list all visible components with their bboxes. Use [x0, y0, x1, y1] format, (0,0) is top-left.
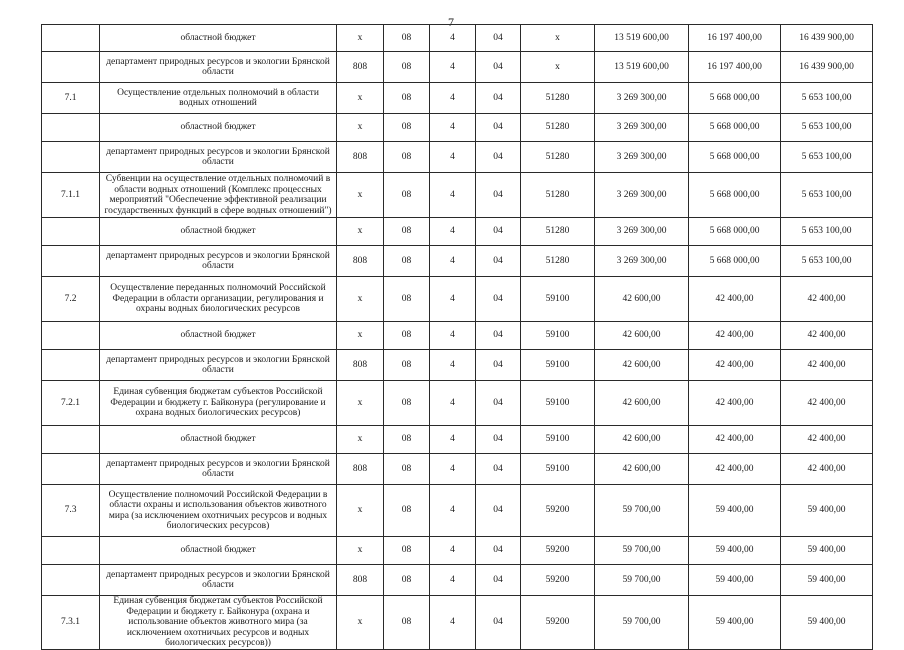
admin-code-cell: 808 — [337, 52, 384, 83]
section-code-cell: 08 — [384, 114, 430, 142]
table-row — [42, 52, 873, 83]
table-row — [42, 596, 873, 650]
admin-code-cell: x — [337, 277, 384, 322]
table-row — [42, 426, 873, 454]
amount-year2-cell: 42 400,00 — [689, 454, 781, 485]
row-name-cell: Единая субвенция бюджетам субъектов Российской Федерации и бюджету г. Байконура (охрана и использование объектов животного мира (за исключением охотничьих ресурсов и водных биологических ресурсов)) — [100, 596, 337, 650]
article-code-cell: x — [521, 52, 595, 83]
admin-code-cell: 808 — [337, 565, 384, 596]
subsection-code-cell: 4 — [430, 381, 476, 426]
row-number-cell — [42, 246, 100, 277]
section-code-cell: 08 — [384, 537, 430, 565]
section-code-cell: 08 — [384, 485, 430, 537]
program-code-cell: 04 — [476, 322, 521, 350]
row-number-cell: 7.3.1 — [42, 596, 100, 650]
table-row — [42, 25, 873, 52]
article-code-cell: 59100 — [521, 322, 595, 350]
admin-code-cell: x — [337, 485, 384, 537]
row-name-cell: департамент природных ресурсов и экологии Брянской области — [100, 246, 337, 277]
program-code-cell: 04 — [476, 565, 521, 596]
amount-year2-cell: 5 668 000,00 — [689, 218, 781, 246]
article-code-cell: 59100 — [521, 350, 595, 381]
section-code-cell: 08 — [384, 596, 430, 650]
amount-year3-cell: 59 400,00 — [781, 565, 873, 596]
table-row — [42, 218, 873, 246]
article-code-cell: 51280 — [521, 114, 595, 142]
row-number-cell — [42, 142, 100, 173]
article-code-cell: 59100 — [521, 426, 595, 454]
amount-year2-cell: 16 197 400,00 — [689, 25, 781, 52]
article-code-cell: 59200 — [521, 596, 595, 650]
amount-year2-cell: 5 668 000,00 — [689, 142, 781, 173]
amount-year3-cell: 42 400,00 — [781, 277, 873, 322]
program-code-cell: 04 — [476, 485, 521, 537]
amount-year3-cell: 42 400,00 — [781, 454, 873, 485]
table-row — [42, 246, 873, 277]
section-code-cell: 08 — [384, 25, 430, 52]
subsection-code-cell: 4 — [430, 83, 476, 114]
amount-year3-cell: 42 400,00 — [781, 426, 873, 454]
article-code-cell: 51280 — [521, 173, 595, 218]
program-code-cell: 04 — [476, 350, 521, 381]
subsection-code-cell: 4 — [430, 426, 476, 454]
amount-year2-cell: 5 668 000,00 — [689, 114, 781, 142]
row-number-cell: 7.1 — [42, 83, 100, 114]
program-code-cell: 04 — [476, 218, 521, 246]
section-code-cell: 08 — [384, 350, 430, 381]
section-code-cell: 08 — [384, 426, 430, 454]
admin-code-cell: x — [337, 218, 384, 246]
row-name-cell: Осуществление переданных полномочий Российской Федерации в области организации, регулирования и охраны водных биологических ресурсов — [100, 277, 337, 322]
table-row — [42, 537, 873, 565]
article-code-cell: 51280 — [521, 218, 595, 246]
amount-year3-cell: 5 653 100,00 — [781, 218, 873, 246]
section-code-cell: 08 — [384, 83, 430, 114]
row-number-cell — [42, 25, 100, 52]
amount-year1-cell: 42 600,00 — [595, 454, 689, 485]
row-number-cell: 7.3 — [42, 485, 100, 537]
admin-code-cell: x — [337, 322, 384, 350]
amount-year2-cell: 59 400,00 — [689, 596, 781, 650]
table-row — [42, 454, 873, 485]
subsection-code-cell: 4 — [430, 485, 476, 537]
subsection-code-cell: 4 — [430, 350, 476, 381]
amount-year2-cell: 42 400,00 — [689, 277, 781, 322]
amount-year3-cell: 42 400,00 — [781, 381, 873, 426]
amount-year2-cell: 5 668 000,00 — [689, 246, 781, 277]
program-code-cell: 04 — [476, 246, 521, 277]
table-row — [42, 322, 873, 350]
admin-code-cell: x — [337, 381, 384, 426]
row-number-cell — [42, 114, 100, 142]
row-number-cell — [42, 218, 100, 246]
admin-code-cell: 808 — [337, 454, 384, 485]
row-name-cell: областной бюджет — [100, 25, 337, 52]
amount-year2-cell: 5 668 000,00 — [689, 173, 781, 218]
section-code-cell: 08 — [384, 322, 430, 350]
amount-year1-cell: 3 269 300,00 — [595, 218, 689, 246]
table-row — [42, 350, 873, 381]
amount-year2-cell: 42 400,00 — [689, 350, 781, 381]
budget-table — [41, 24, 873, 650]
program-code-cell: 04 — [476, 454, 521, 485]
table-row — [42, 485, 873, 537]
row-name-cell: областной бюджет — [100, 426, 337, 454]
amount-year1-cell: 42 600,00 — [595, 381, 689, 426]
admin-code-cell: 808 — [337, 246, 384, 277]
amount-year3-cell: 42 400,00 — [781, 350, 873, 381]
program-code-cell: 04 — [476, 142, 521, 173]
amount-year3-cell: 5 653 100,00 — [781, 142, 873, 173]
admin-code-cell: x — [337, 25, 384, 52]
amount-year2-cell: 59 400,00 — [689, 485, 781, 537]
row-name-cell: Единая субвенция бюджетам субъектов Российской Федерации и бюджету г. Байконура (регулирование и охрана водных биологических ресурсов) — [100, 381, 337, 426]
amount-year1-cell: 13 519 600,00 — [595, 25, 689, 52]
amount-year3-cell: 5 653 100,00 — [781, 246, 873, 277]
subsection-code-cell: 4 — [430, 142, 476, 173]
program-code-cell: 04 — [476, 596, 521, 650]
table-row — [42, 142, 873, 173]
amount-year3-cell: 59 400,00 — [781, 485, 873, 537]
article-code-cell: 59200 — [521, 565, 595, 596]
subsection-code-cell: 4 — [430, 322, 476, 350]
amount-year1-cell: 3 269 300,00 — [595, 246, 689, 277]
amount-year1-cell: 3 269 300,00 — [595, 114, 689, 142]
table-row — [42, 173, 873, 218]
row-name-cell: департамент природных ресурсов и экологии Брянской области — [100, 454, 337, 485]
section-code-cell: 08 — [384, 454, 430, 485]
row-name-cell: Субвенции на осуществление отдельных полномочий в области водных отношений (Комплекс процессных мероприятий "Обеспечение эффективной реализации государственных функций в сфере водных отношений") — [100, 173, 337, 218]
section-code-cell: 08 — [384, 52, 430, 83]
article-code-cell: 59200 — [521, 537, 595, 565]
amount-year3-cell: 5 653 100,00 — [781, 83, 873, 114]
amount-year1-cell: 13 519 600,00 — [595, 52, 689, 83]
section-code-cell: 08 — [384, 246, 430, 277]
program-code-cell: 04 — [476, 83, 521, 114]
table-row — [42, 114, 873, 142]
row-number-cell — [42, 322, 100, 350]
article-code-cell: 59100 — [521, 381, 595, 426]
article-code-cell: 51280 — [521, 142, 595, 173]
row-name-cell: департамент природных ресурсов и экологии Брянской области — [100, 52, 337, 83]
amount-year2-cell: 42 400,00 — [689, 381, 781, 426]
row-name-cell: областной бюджет — [100, 537, 337, 565]
row-number-cell: 7.2.1 — [42, 381, 100, 426]
row-name-cell: Осуществление полномочий Российской Федерации в области охраны и использования объектов животного мира (за исключением охотничьих ресурсов и водных биологических ресурсов) — [100, 485, 337, 537]
amount-year2-cell: 5 668 000,00 — [689, 83, 781, 114]
program-code-cell: 04 — [476, 537, 521, 565]
subsection-code-cell: 4 — [430, 25, 476, 52]
article-code-cell: 59100 — [521, 277, 595, 322]
amount-year1-cell: 59 700,00 — [595, 537, 689, 565]
amount-year2-cell: 59 400,00 — [689, 565, 781, 596]
amount-year2-cell: 42 400,00 — [689, 322, 781, 350]
program-code-cell: 04 — [476, 277, 521, 322]
table-row — [42, 277, 873, 322]
section-code-cell: 08 — [384, 381, 430, 426]
amount-year1-cell: 3 269 300,00 — [595, 173, 689, 218]
section-code-cell: 08 — [384, 142, 430, 173]
amount-year3-cell: 59 400,00 — [781, 537, 873, 565]
amount-year1-cell: 42 600,00 — [595, 350, 689, 381]
amount-year3-cell: 16 439 900,00 — [781, 52, 873, 83]
article-code-cell: x — [521, 25, 595, 52]
subsection-code-cell: 4 — [430, 246, 476, 277]
row-name-cell: Осуществление отдельных полномочий в области водных отношений — [100, 83, 337, 114]
row-number-cell — [42, 426, 100, 454]
amount-year1-cell: 42 600,00 — [595, 426, 689, 454]
amount-year1-cell: 42 600,00 — [595, 277, 689, 322]
subsection-code-cell: 4 — [430, 596, 476, 650]
row-name-cell: департамент природных ресурсов и экологии Брянской области — [100, 350, 337, 381]
subsection-code-cell: 4 — [430, 114, 476, 142]
subsection-code-cell: 4 — [430, 565, 476, 596]
admin-code-cell: x — [337, 537, 384, 565]
row-name-cell: департамент природных ресурсов и экологии Брянской области — [100, 565, 337, 596]
admin-code-cell: x — [337, 173, 384, 218]
row-name-cell: департамент природных ресурсов и экологии Брянской области — [100, 142, 337, 173]
admin-code-cell: x — [337, 596, 384, 650]
amount-year3-cell: 59 400,00 — [781, 596, 873, 650]
admin-code-cell: x — [337, 114, 384, 142]
subsection-code-cell: 4 — [430, 173, 476, 218]
amount-year1-cell: 3 269 300,00 — [595, 142, 689, 173]
program-code-cell: 04 — [476, 52, 521, 83]
subsection-code-cell: 4 — [430, 454, 476, 485]
subsection-code-cell: 4 — [430, 537, 476, 565]
amount-year3-cell: 5 653 100,00 — [781, 173, 873, 218]
program-code-cell: 04 — [476, 173, 521, 218]
article-code-cell: 59100 — [521, 454, 595, 485]
row-name-cell: областной бюджет — [100, 114, 337, 142]
section-code-cell: 08 — [384, 218, 430, 246]
section-code-cell: 08 — [384, 565, 430, 596]
subsection-code-cell: 4 — [430, 218, 476, 246]
row-number-cell: 7.2 — [42, 277, 100, 322]
row-name-cell: областной бюджет — [100, 322, 337, 350]
row-number-cell — [42, 52, 100, 83]
amount-year2-cell: 42 400,00 — [689, 426, 781, 454]
row-name-cell: областной бюджет — [100, 218, 337, 246]
subsection-code-cell: 4 — [430, 52, 476, 83]
amount-year3-cell: 16 439 900,00 — [781, 25, 873, 52]
amount-year3-cell: 5 653 100,00 — [781, 114, 873, 142]
program-code-cell: 04 — [476, 381, 521, 426]
admin-code-cell: 808 — [337, 142, 384, 173]
amount-year1-cell: 59 700,00 — [595, 485, 689, 537]
amount-year1-cell: 42 600,00 — [595, 322, 689, 350]
subsection-code-cell: 4 — [430, 277, 476, 322]
article-code-cell: 59200 — [521, 485, 595, 537]
amount-year1-cell: 59 700,00 — [595, 596, 689, 650]
row-number-cell — [42, 565, 100, 596]
row-number-cell — [42, 454, 100, 485]
program-code-cell: 04 — [476, 114, 521, 142]
program-code-cell: 04 — [476, 426, 521, 454]
section-code-cell: 08 — [384, 173, 430, 218]
amount-year1-cell: 59 700,00 — [595, 565, 689, 596]
article-code-cell: 51280 — [521, 246, 595, 277]
article-code-cell: 51280 — [521, 83, 595, 114]
table-row — [42, 565, 873, 596]
table-row — [42, 381, 873, 426]
section-code-cell: 08 — [384, 277, 430, 322]
amount-year2-cell: 59 400,00 — [689, 537, 781, 565]
admin-code-cell: x — [337, 426, 384, 454]
row-number-cell — [42, 537, 100, 565]
admin-code-cell: 808 — [337, 350, 384, 381]
row-number-cell — [42, 350, 100, 381]
table-row — [42, 83, 873, 114]
amount-year2-cell: 16 197 400,00 — [689, 52, 781, 83]
amount-year1-cell: 3 269 300,00 — [595, 83, 689, 114]
admin-code-cell: x — [337, 83, 384, 114]
row-number-cell: 7.1.1 — [42, 173, 100, 218]
page-number: 7 — [448, 15, 454, 29]
program-code-cell: 04 — [476, 25, 521, 52]
amount-year3-cell: 42 400,00 — [781, 322, 873, 350]
